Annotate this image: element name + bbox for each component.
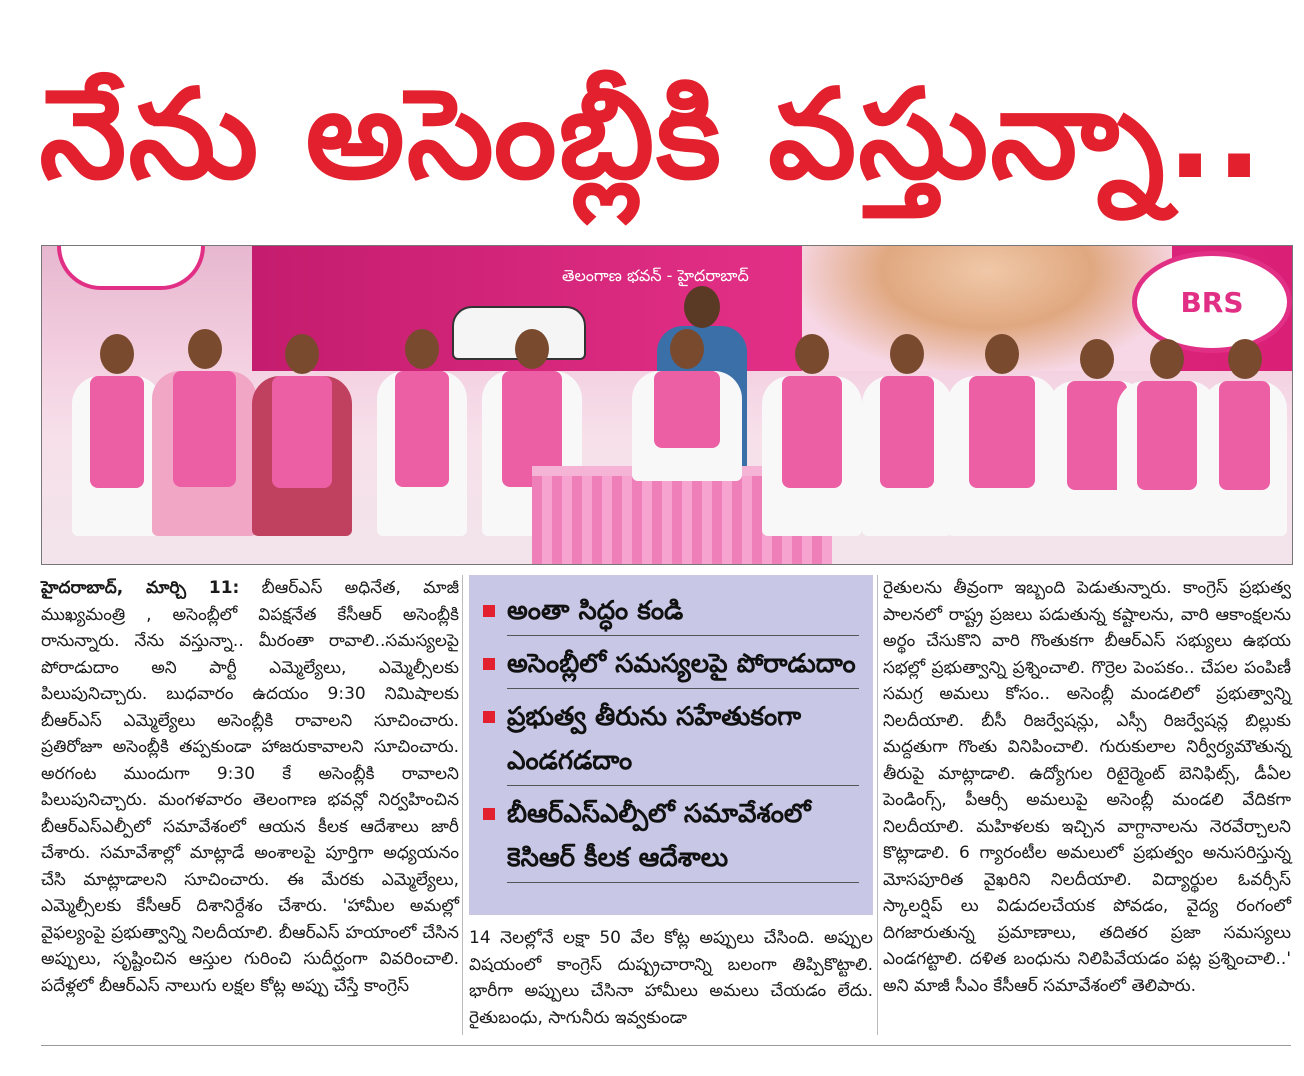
article-column-2	[469, 925, 873, 1031]
highlight-item: ప్రభుత్వ తీరును సహేతుకంగా ఎండగడదాం	[483, 695, 859, 786]
bullet-icon	[483, 605, 495, 617]
highlight-item: అంతా సిద్ధం కండి	[483, 589, 859, 636]
seated-person	[377, 371, 467, 536]
seated-person	[252, 376, 352, 536]
article-column-3	[883, 575, 1291, 999]
banner-text: తెలంగాణ భవన్ - హైదరాబాద్	[562, 266, 749, 285]
highlights-box	[469, 575, 873, 915]
seated-person	[862, 376, 952, 536]
article-column-1	[41, 575, 459, 999]
seated-person	[762, 376, 862, 536]
brs-logo	[1132, 251, 1292, 353]
bottom-rule	[41, 1045, 1291, 1046]
highlight-item: బీఆర్ఎస్ఎల్పీలో సమావేశంలో కెసిఆర్ కీలక ఆదేశాలు	[483, 792, 859, 883]
brs-logo-text: BRS	[1180, 285, 1244, 319]
article-text-3: రైతులను తీవ్రంగా ఇబ్బంది పెడుతున్నారు. కాంగ్రెస్ ప్రభుత్వ పాలనలో రాష్ట్ర ప్రజలు పడుతున్న కష్టాలను, వారి ఆకాంక్షలను అర్థం చేసుకొని వారి గొంతుకగా బీఆర్ఎస్ సభ్యులు ఉభయ సభల్లో ప్రభుత్వాన్ని ప్రశ్నించాలి. గొర్రెల పెంపకం.. చేపల పంపిణీ సమగ్ర అమలు కోసం.. అసెంబ్లీ మండలిలో ప్రభుత్వాన్ని నిలదీయాలి. బీసీ రిజర్వేషన్లు, ఎస్సీ రిజర్వేషన్ల బిల్లుకు మద్దతుగా గొంతు వినిపించాలి. గురుకులాల నిర్వీర్యమౌతున్న తీరుపై మాట్లాడాలి. ఉద్యోగుల రిటైర్మెంట్ బెనిఫిట్స్, డీఏల పెండింగ్స్, పీఆర్సీ అమలుపై అసెంబ్లీ మండలి వేదికగా నిలదీయాలి. మహిళలకు ఇచ్చిన వాగ్దానాలను నెరవేర్చాలని కొట్లాడాలి. 6 గ్యారంటీల అమలులో ప్రభుత్వం అనుసరిస్తున్న మోసపూరిత వైఖరిని నిలదీయాలి. విద్యార్థుల ఓవర్సీస్ స్కాలర్షిప్ లు విడుదలచేయక పోవడం, వైద్య రంగంలో దిగజారుతున్న ప్రమాణాలు, తదితర ప్రజా సమస్యలు ఎండగట్టాలి. దళిత బంధును నిలిపివేయడం పట్ల ప్రశ్నించాలి..' అని మాజీ సీఎం కేసీఆర్ సమావేశంలో తెలిపారు.	[883, 578, 1291, 996]
news-photo	[41, 245, 1293, 565]
highlight-item: అసెంబ్లీలో సమస్యలపై పోరాడుదాం	[483, 642, 859, 689]
banner-emblem	[57, 246, 205, 290]
seated-person	[632, 371, 742, 481]
column-divider	[462, 575, 463, 1035]
seated-person	[152, 371, 257, 536]
bullet-icon	[483, 808, 495, 820]
article-text-1: బీఆర్ఎస్ అధినేత, మాజీ ముఖ్యమంత్రి , అసెంబ్లీలో విపక్షనేత కేసీఆర్ అసెంబ్లీకి రానున్నారు. నేను వస్తున్నా.. మీరంతా రావాలి..సమస్యలపై పోరాడుదాం అని పార్టీ ఎమ్మెల్యేలు, ఎమ్మెల్సీలకు పిలుపునిచ్చారు. బుధవారం ఉదయం 9:30 నిమిషాలకు బీఆర్ఎస్ ఎమ్మెల్యేలు అసెంబ్లీకి రావాలని సూచించారు. ప్రతిరోజూ అసెంబ్లీకి తప్పకుండా హాజరుకావాలని సూచించారు. అరగంట ముందుగా 9:30 కే అసెంబ్లీకి రావాలని పిలుపునిచ్చారు. మంగళవారం తెలంగాణ భవన్లో నిర్వహించిన బీఆర్ఎస్ఎల్పీలో సమావేశంలో ఆయన కీలక ఆదేశాలు జారీ చేశారు. సమావేశాల్లో మాట్లాడే అంశాలపై పూర్తిగా అధ్యయనం చేసి మాట్లాడాలని సూచించారు. ఈ మేరకు ఎమ్మెల్యేలు, ఎమ్మెల్సీలకు కేసీఆర్ దిశానిర్దేశం చేశారు. 'హామీల అమల్లో వైఫల్యంపై ప్రభుత్వాన్ని నిలదీయాలి. బీఆర్ఎస్ హయాంలో చేసిన అప్పులు, సృష్టించిన ఆస్తుల గురించి సుదీర్ఘంగా వివరించాలి. పదేళ్లలో బీఆర్ఎస్ నాలుగు లక్షల కోట్ల అప్పు చేస్తే కాంగ్రెస్	[41, 578, 460, 996]
bullet-icon	[483, 711, 495, 723]
seated-person	[72, 376, 162, 536]
headline: నేను అసెంబ్లీకి వస్తున్నా..	[39, 63, 1265, 207]
bullet-icon	[483, 658, 495, 670]
seated-person	[947, 376, 1057, 536]
seated-person	[1202, 381, 1287, 536]
dateline: హైదరాబాద్, మార్చి 11:	[41, 578, 240, 598]
article-text-2: 14 నెలల్లోనే లక్షా 50 వేల కోట్ల అప్పులు చేసింది. అప్పుల విషయంలో కాంగ్రెస్ దుష్ప్రచారాన్ని బలంగా తిప్పికొట్టాలి. భారీగా అప్పులు చేసినా హామీలు అమలు చేయడం లేదు. రైతుబంధు, సాగునీరు ఇవ్వకుండా	[469, 928, 873, 1028]
column-divider	[877, 575, 878, 1035]
